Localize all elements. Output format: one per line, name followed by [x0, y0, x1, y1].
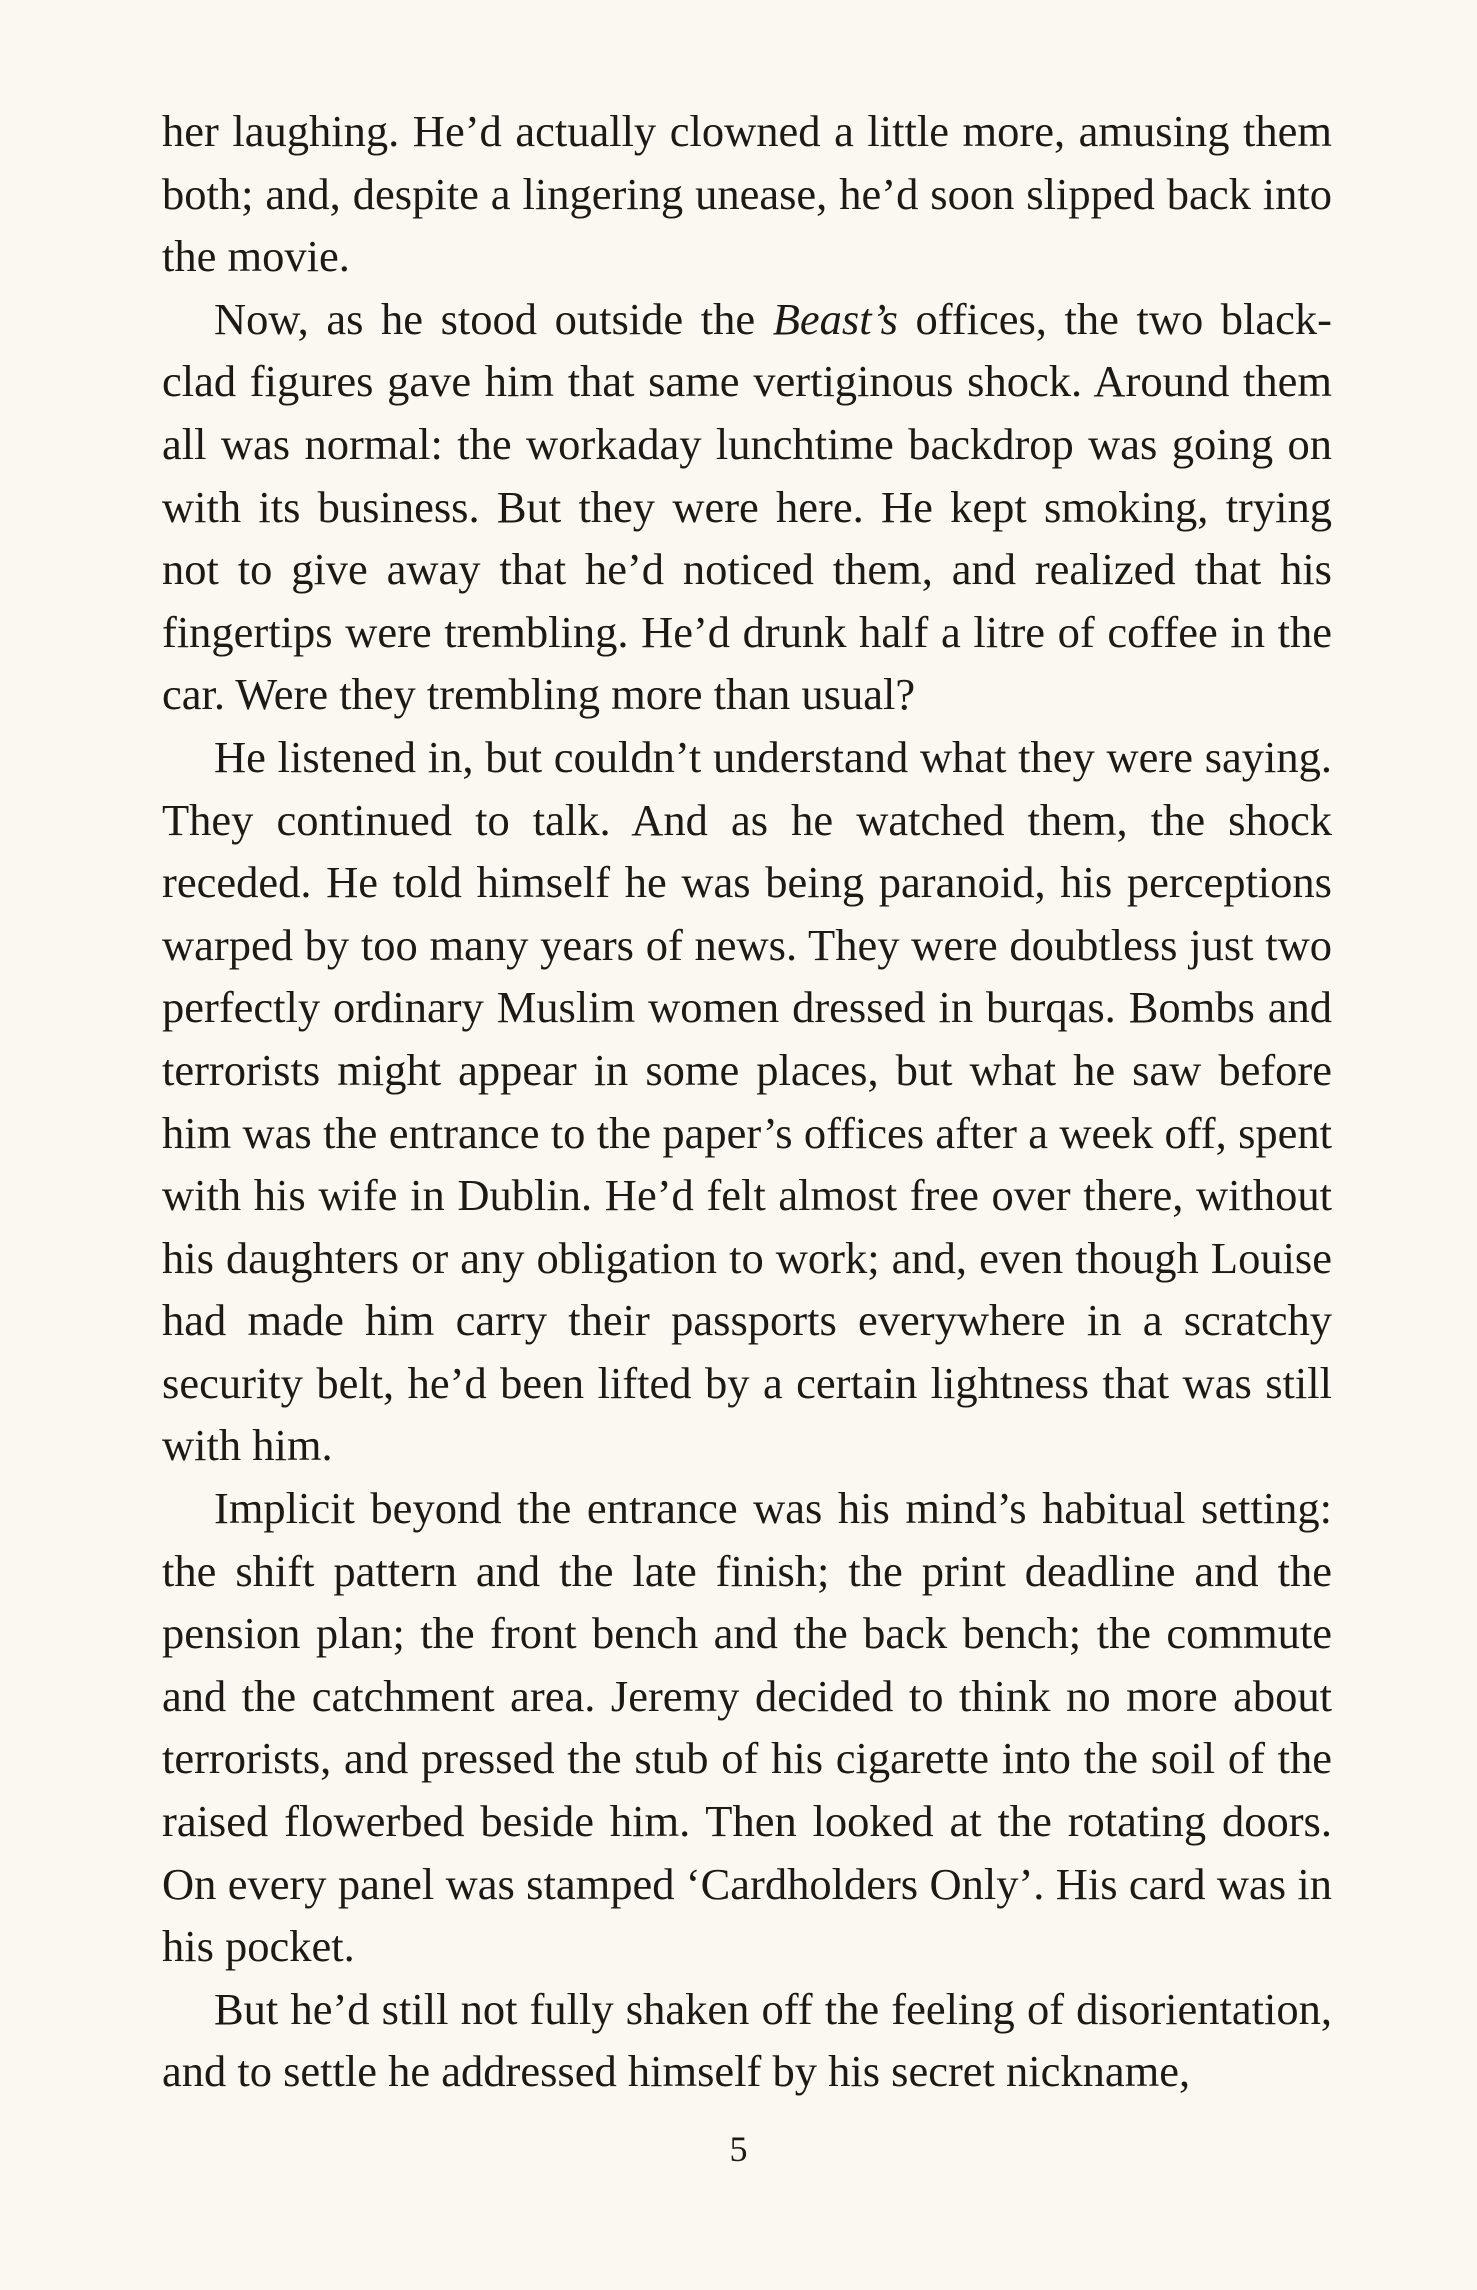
page-number: 5 — [729, 2129, 748, 2169]
paragraph-3: He listened in, but couldn’t understand what they were saying. They continued to talk. And as he watched them, the shock receded. He told himself he was being paranoid, his perceptions warped by too many years of news. They were doubtless just two perfectly ordinary Muslim women dressed in burqas. Bombs and terrorists might appear in some places, but what he saw before him was the entrance to the paper’s offices after a week off, spent with his wife in Dublin. He’d felt almost free over there, without his daughters or any obligation to work; and, even though Louise had made him carry their passports everywhere in a scratchy security belt, he’d been lifted by a certain lightness that was still with him. — [162, 731, 1332, 1471]
paragraph-2-start: Now, as he stood outside the — [214, 293, 773, 344]
paragraph-2-rest: offices, the two black-clad figures gave him that same vertiginous shock. Around them all was normal: the workaday lunchtime backdrop was going on with its business. But they were here. He kept smoking, trying not to give away that he’d noticed them, and realized that his fingertips were trembling. He’d drunk half a litre of coffee in the car. Were they trembling more than usual? — [162, 293, 1332, 720]
paragraph-1: her laughing. He’d actually clowned a little more, amusing them both; and, despite a lingering unease, he’d soon slipped back into the movie. — [162, 106, 1332, 282]
publication-title: Beast’s — [772, 293, 898, 344]
body-text — [162, 100, 1332, 2103]
paragraph-2 — [162, 288, 1332, 726]
paragraph-5: But he’d still not fully shaken off the feeling of disorientation, and to settle he addressed himself by his secret nickname, — [162, 1983, 1332, 2097]
paragraph-4: Implicit beyond the entrance was his mind’s habitual setting: the shift pattern and the late finish; the print deadline and the pension plan; the front bench and the back bench; the commute and the catchment area. Jeremy decided to think no more about terrorists, and pressed the stub of his cigarette into the soil of the raised flowerbed beside him. Then looked at the rotating doors. On every panel was stamped ‘Cardholders Only’. His card was in his pocket. — [162, 1483, 1332, 1972]
